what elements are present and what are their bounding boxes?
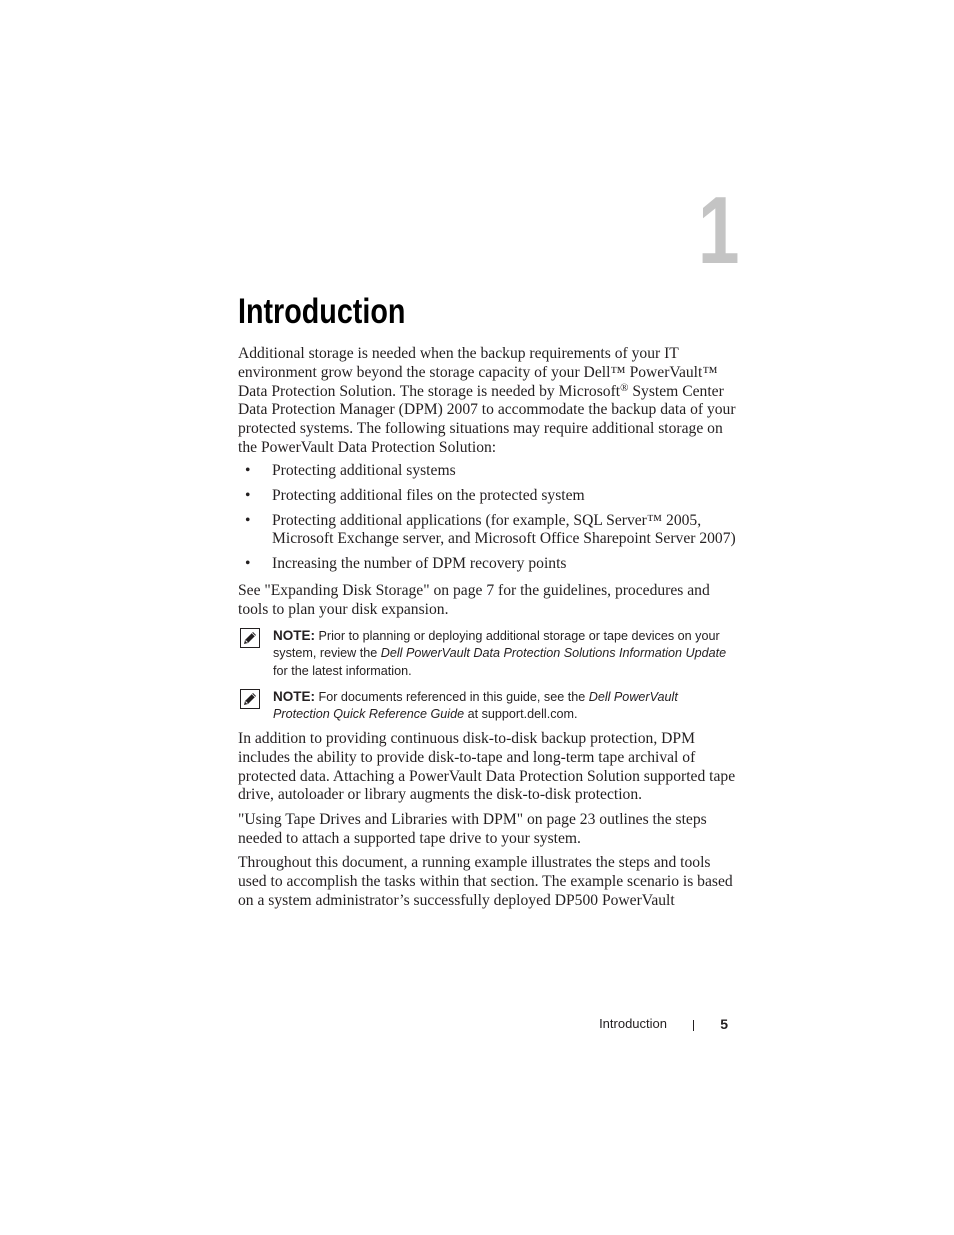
note-body: For documents referenced in this guide, see the <box>315 690 589 704</box>
situations-list <box>238 462 738 580</box>
note-text <box>273 688 738 724</box>
example-paragraph: Throughout this document, a running example illustrates the steps and tools used to accomplish the tasks within that section. The example scenario is based on a system administrator’s successfully deployed DP500 PowerVault <box>238 854 733 909</box>
bullet-icon: • <box>245 462 251 479</box>
note-planning <box>238 627 738 680</box>
list-item-text: Protecting additional systems <box>272 462 456 479</box>
chapter-number: 1 <box>697 177 740 284</box>
intro-text-start: Additional storage is needed when the backup requirements of your IT environment grow beyond the storage capacity of your Dell™ PowerVault™ Data Protection Solution. The storage is needed by Microsoft <box>238 345 718 400</box>
pencil-note-icon <box>240 689 260 709</box>
bullet-icon: • <box>245 555 251 573</box>
list-item <box>238 487 738 506</box>
document-title: Dell PowerVault Data Protection Solutions Information Update <box>380 646 727 661</box>
chapter-title: Introduction <box>238 292 406 331</box>
list-item-text: Increasing the number of DPM recovery points <box>272 555 567 573</box>
intro-paragraph <box>238 345 738 458</box>
note-body: Prior to planning or deploying additional storage or tape devices on your system, review the <box>273 629 720 661</box>
footer-divider <box>693 1020 694 1031</box>
tape-paragraph: In addition to providing continuous disk-to-disk backup protection, DPM includes the ability to provide disk-to-tape and long-term tape archival of protected data. Attaching a PowerVault Data Protection Solution supported tape drive, autoloader or library augments the disk-to-disk protection. <box>238 730 736 804</box>
list-item <box>238 462 738 481</box>
document-title: Dell PowerVault Protection Quick Reference Guide <box>273 690 678 722</box>
note-text <box>273 627 738 680</box>
intro-text-end: System Center Data Protection Manager (DPM) 2007 to accommodate the backup data of your protected systems. The following situations may require additional storage on the PowerVault Data Protection Solution: <box>238 382 736 456</box>
see-expanding-paragraph: See "Expanding Disk Storage" on page 7 for the guidelines, procedures and tools to plan your disk expansion. <box>238 582 710 618</box>
note-references <box>238 688 738 724</box>
registered-mark: ® <box>620 381 629 394</box>
page-footer <box>560 1014 730 1034</box>
pencil-note-icon <box>240 628 260 648</box>
page-number: 5 <box>720 1016 728 1032</box>
note-label: NOTE: <box>273 628 315 643</box>
using-tape-paragraph: "Using Tape Drives and Libraries with DPM" on page 23 outlines the steps needed to attach a supported tape drive to your system. <box>238 811 707 847</box>
list-item <box>238 555 738 574</box>
note-body-end: at support.dell.com. <box>464 707 578 722</box>
list-item-text: Protecting additional applications (for example, SQL Server™ 2005, Microsoft Exchange server, and Microsoft Office Sharepoint Server 2007) <box>272 511 736 548</box>
footer-section-title: Introduction <box>599 1016 667 1031</box>
note-label: NOTE: <box>273 689 315 704</box>
list-item-text: Protecting additional files on the protected system <box>272 486 585 504</box>
bullet-icon: • <box>245 511 251 529</box>
bullet-icon: • <box>245 486 251 504</box>
list-item <box>238 512 738 550</box>
note-body-end: for the latest information. <box>273 663 412 678</box>
